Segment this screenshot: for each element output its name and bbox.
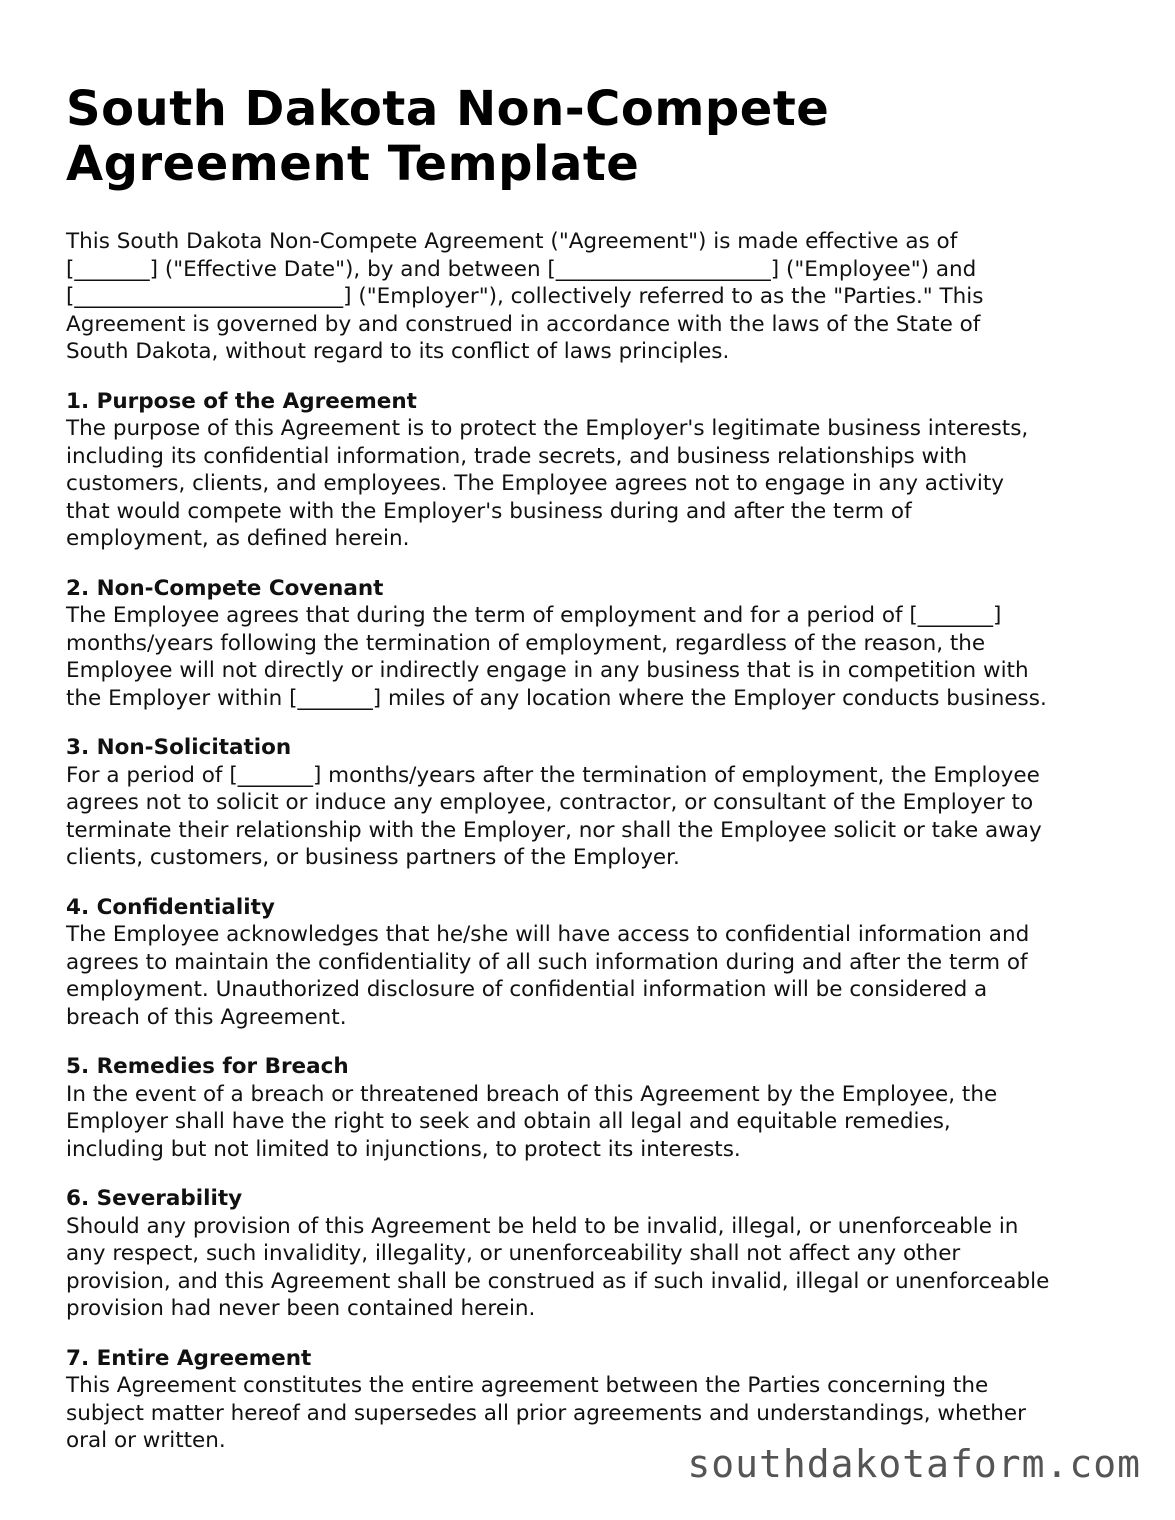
- section-body: Should any provision of this Agreement be held to be invalid, illegal, or unenforceable in any respect, such invalidity, illegality, or unenforceability shall not affect any other provision, and this Agreement shall be construed as if such invalid, illegal or unenforceable provision had never been contained herein.: [66, 1213, 1050, 1321]
- section-body: The purpose of this Agreement is to protect the Employer's legitimate business interests, including its confidential information, trade secrets, and business relationships with customers, clients, and employees. The Employee agrees not to engage in any activity that would compete with the Employer's business during and after the term of employment, as defined herein.: [66, 416, 1029, 551]
- section-purpose: [66, 388, 1126, 553]
- section-body: This Agreement constitutes the entire agreement between the Parties concerning the subject matter hereof and supersedes all prior agreements and understandings, whether oral or written.: [66, 1373, 1026, 1453]
- section-non-compete-covenant: [66, 575, 1126, 713]
- section-entire-agreement: [66, 1345, 1126, 1455]
- intro-paragraph: This South Dakota Non-Compete Agreement ("Agreement") is made effective as of [_______] ("Effective Date"), by and between [____________________] ("Employee") and [_________________________] ("Employer"), collectively referred to as the "Parties." This Agreement is governed by and construed in accordance with the laws of the State of South Dakota, without regard to its conflict of laws principles.: [66, 229, 984, 364]
- section-body: For a period of [_______] months/years after the termination of employment, the Employee agrees not to solicit or induce any employee, contractor, or consultant of the Employer to terminate their relationship with the Employer, nor shall the Employee solicit or take away clients, customers, or business partners of the Employer.: [66, 762, 1042, 870]
- site-watermark: southdakotaform.com: [687, 1442, 1141, 1486]
- section-heading: 6. Severability: [66, 1186, 243, 1211]
- section-remedies-for-breach: [66, 1053, 1126, 1163]
- document-page: [66, 82, 1126, 1455]
- section-heading: 1. Purpose of the Agreement: [66, 388, 417, 414]
- section-heading: 7. Entire Agreement: [66, 1345, 312, 1371]
- section-confidentiality: [66, 894, 1126, 1032]
- section-body: The Employee acknowledges that he/she will have access to confidential information and agrees to maintain the confidentiality of all such information during and after the term of employment. Unauthorized disclosure of confidential information will be considered a breach of this Agreement.: [66, 922, 1030, 1030]
- section-non-solicitation: [66, 734, 1126, 872]
- section-heading: 5. Remedies for Breach: [66, 1054, 349, 1079]
- section-severability: [66, 1185, 1126, 1323]
- section-heading: 2. Non-Compete Covenant: [66, 575, 384, 601]
- section-body: The Employee agrees that during the term of employment and for a period of [_______] months/years following the termination of employment, regardless of the reason, the Employee will not directly or indirectly engage in any business that is in competition with the Employer within [_______] miles of any location where the Employer conducts business.: [66, 603, 1047, 711]
- section-heading: 3. Non-Solicitation: [66, 735, 292, 760]
- page-title: South Dakota Non-Compete Agreement Template: [66, 81, 830, 192]
- section-heading: 4. Confidentiality: [66, 894, 275, 920]
- section-body: In the event of a breach or threatened breach of this Agreement by the Employee, the Employer shall have the right to seek and obtain all legal and equitable remedies, including but not limited to injunctions, to protect its interests.: [66, 1081, 998, 1162]
